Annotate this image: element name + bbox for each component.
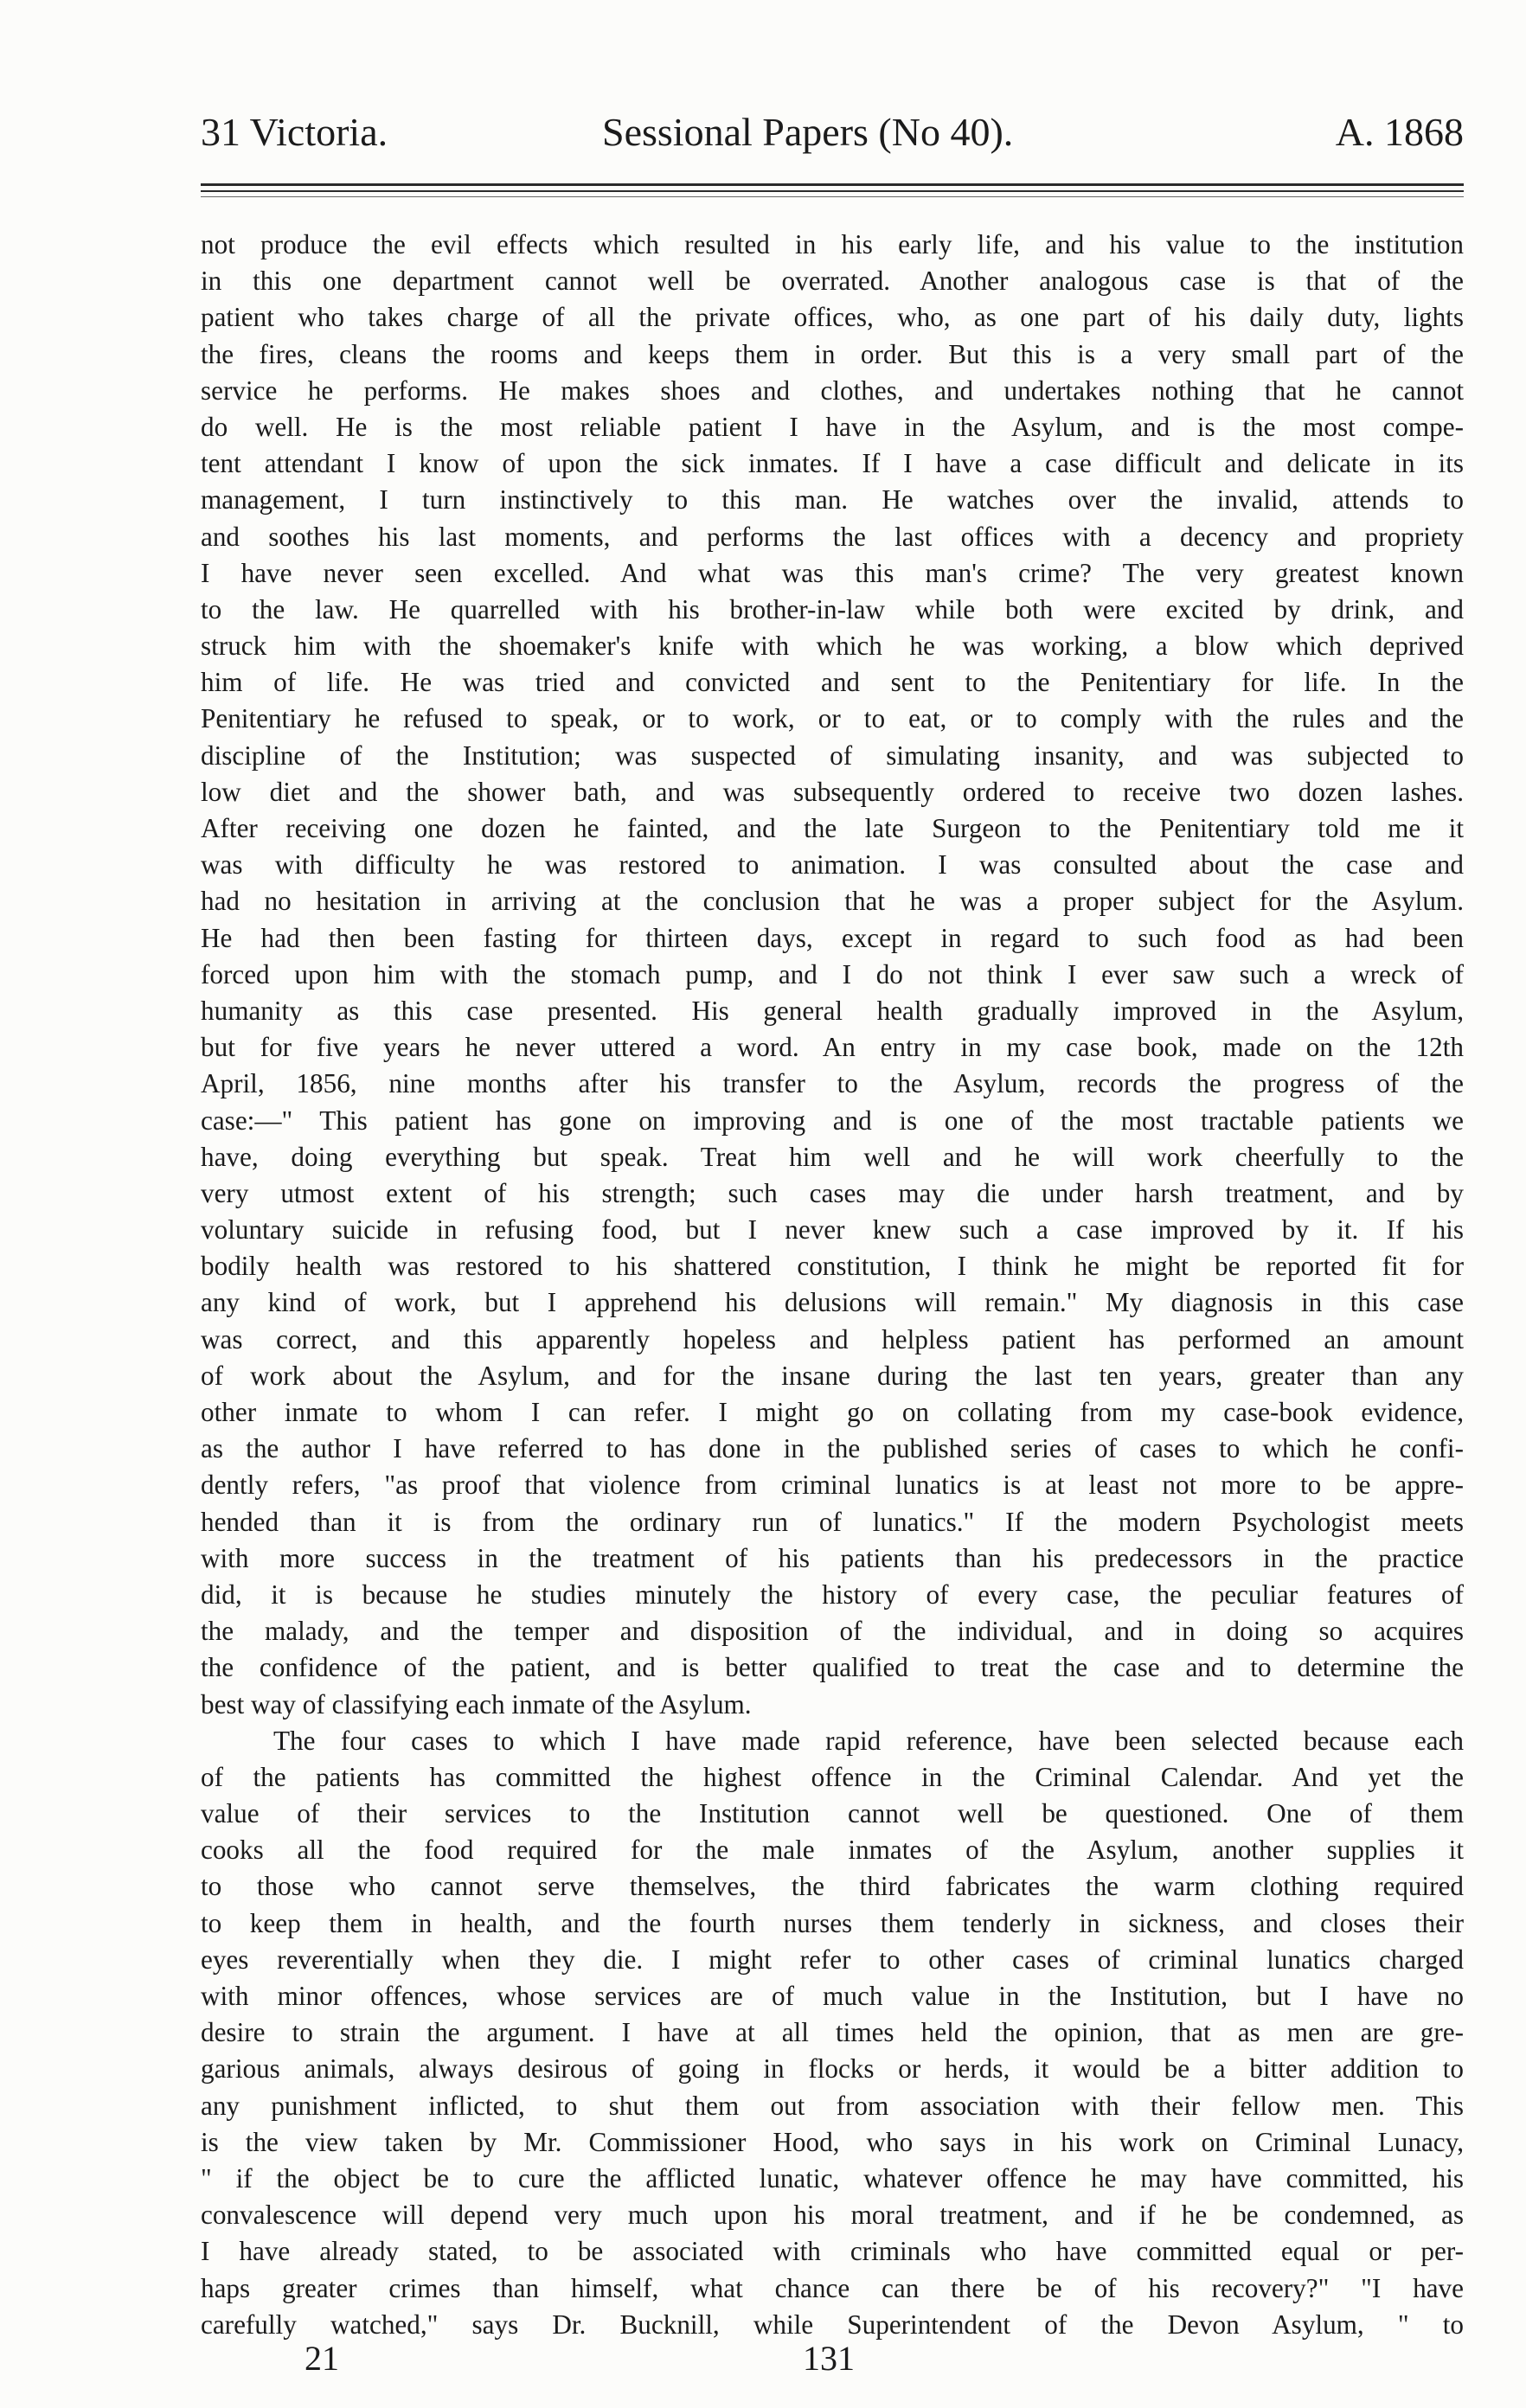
text-line: and soothes his last moments, and performs the last offices with a decency and propriety bbox=[201, 521, 1464, 552]
header-rule-middle bbox=[201, 190, 1464, 192]
text-line: to those who cannot serve themselves, the third fabricates the warm clothing required bbox=[201, 1871, 1464, 1902]
header-year: A. 1868 bbox=[1335, 110, 1464, 154]
running-header bbox=[201, 102, 1464, 163]
text-line: management, I turn instinctively to this man. He watches over the invalid, attends to bbox=[201, 484, 1464, 516]
text-line: best way of classifying each inmate of the Asylum. bbox=[201, 1688, 752, 1720]
text-line: in this one department cannot well be overrated. Another analogous case is that of the bbox=[201, 266, 1464, 297]
text-line: forced upon him with the stomach pump, and I do not think I ever saw such a wreck of bbox=[201, 958, 1464, 989]
text-line: with more success in the treatment of his patients than his predecessors in the practice bbox=[201, 1542, 1464, 1573]
text-line: to the law. He quarrelled with his brother-in-law while both were excited by drink, and bbox=[201, 593, 1464, 624]
page-footer bbox=[201, 2337, 1464, 2380]
text-line: patient who takes charge of all the private offices, who, as one part of his daily duty, lights bbox=[201, 302, 1464, 333]
text-line: do well. He is the most reliable patient I have in the Asylum, and is the most compe- bbox=[201, 411, 1464, 442]
text-line: dently refers, "as proof that violence from criminal lunatics is at least not more to be appre- bbox=[201, 1470, 1464, 1501]
header-rule-thin bbox=[201, 196, 1464, 197]
text-line: the fires, cleans the rooms and keeps them in order. But this is a very small part of the bbox=[201, 338, 1464, 369]
header-rule-thick bbox=[201, 183, 1464, 186]
text-line: any punishment inflicted, to shut them out from association with their fellow men. This bbox=[201, 2090, 1464, 2121]
text-line: The four cases to which I have made rapid reference, have been selected because each bbox=[273, 1725, 1464, 1756]
text-line: had no hesitation in arriving at the conclusion that he was a proper subject for the Asylum. bbox=[201, 886, 1464, 917]
text-line: of the patients has committed the highest offence in the Criminal Calendar. And yet the bbox=[201, 1761, 1464, 1792]
text-line: I have already stated, to be associated with criminals who have committed equal or per- bbox=[201, 2236, 1464, 2267]
text-line: but for five years he never uttered a word. An entry in my case book, made on the 12th bbox=[201, 1032, 1464, 1063]
text-line: him of life. He was tried and convicted and sent to the Penitentiary for life. In the bbox=[201, 667, 1464, 698]
header-series-title: Sessional Papers (No 40). bbox=[602, 110, 1014, 154]
text-line: humanity as this case presented. His general health gradually improved in the Asylum, bbox=[201, 995, 1464, 1026]
page-number: 131 bbox=[803, 2339, 855, 2378]
text-line: service he performs. He makes shoes and clothes, and undertakes nothing that he cannot bbox=[201, 375, 1464, 406]
signature-mark: 21 bbox=[305, 2339, 339, 2378]
text-line: cooks all the food required for the male inmates of the Asylum, another supplies it bbox=[201, 1835, 1464, 1866]
text-line: case:—" This patient has gone on improving and is one of the most tractable patients we bbox=[201, 1105, 1464, 1136]
text-line: bodily health was restored to his shattered constitution, I think he might be reported fit for bbox=[201, 1251, 1464, 1282]
text-line: eyes reverentially when they die. I might refer to other cases of criminal lunatics charged bbox=[201, 1944, 1464, 1975]
text-line: garious animals, always desirous of going in flocks or herds, it would be a bitter addition to bbox=[201, 2053, 1464, 2085]
text-line: to keep them in health, and the fourth nurses them tenderly in sickness, and closes their bbox=[201, 1907, 1464, 1938]
text-line: was correct, and this apparently hopeless and helpless patient has performed an amount bbox=[201, 1323, 1464, 1354]
text-line: He had then been fasting for thirteen days, except in regard to such food as had been bbox=[201, 922, 1464, 953]
text-line: I have never seen excelled. And what was this man's crime? The very greatest known bbox=[201, 557, 1464, 588]
text-line: any kind of work, but I apprehend his delusions will remain." My diagnosis in this case bbox=[201, 1287, 1464, 1318]
text-line: the malady, and the temper and disposition of the individual, and in doing so acquires bbox=[201, 1616, 1464, 1647]
text-line: " if the object be to cure the afflicted lunatic, whatever offence he may have committed, his bbox=[201, 2162, 1464, 2193]
text-line: as the author I have referred to has done in the published series of cases to which he confi- bbox=[201, 1433, 1464, 1464]
text-line: April, 1856, nine months after his transfer to the Asylum, records the progress of the bbox=[201, 1068, 1464, 1099]
text-line: was with difficulty he was restored to animation. I was consulted about the case and bbox=[201, 849, 1464, 881]
text-line: Penitentiary he refused to speak, or to work, or to eat, or to comply with the rules and the bbox=[201, 703, 1464, 734]
text-line: the confidence of the patient, and is better qualified to treat the case and to determine the bbox=[201, 1652, 1464, 1683]
text-line: convalescence will depend very much upon his moral treatment, and if he be condemned, as bbox=[201, 2200, 1464, 2231]
text-line: have, doing everything but speak. Treat him well and he will work cheerfully to the bbox=[201, 1141, 1464, 1172]
text-line: with minor offences, whose services are of much value in the Institution, but I have no bbox=[201, 1981, 1464, 2011]
text-line: haps greater crimes than himself, what chance can there be of his recovery?" "I have bbox=[201, 2272, 1464, 2303]
text-line: other inmate to whom I can refer. I might go on collating from my case-book evidence, bbox=[201, 1397, 1464, 1427]
text-line: of work about the Asylum, and for the insane during the last ten years, greater than any bbox=[201, 1360, 1464, 1391]
text-line: low diet and the shower bath, and was subsequently ordered to receive two dozen lashes. bbox=[201, 776, 1464, 807]
text-line: tent attendant I know of upon the sick inmates. If I have a case difficult and delicate in its bbox=[201, 448, 1464, 479]
text-line: After receiving one dozen he fainted, and the late Surgeon to the Penitentiary told me it bbox=[201, 813, 1464, 843]
text-line: carefully watched," says Dr. Bucknill, while Superintendent of the Devon Asylum, " to bbox=[201, 2309, 1464, 2340]
text-line: desire to strain the argument. I have at all times held the opinion, that as men are gre- bbox=[201, 2017, 1464, 2048]
text-line: did, it is because he studies minutely the history of every case, the peculiar features of bbox=[201, 1579, 1464, 1610]
text-line: not produce the evil effects which resulted in his early life, and his value to the institution bbox=[201, 229, 1464, 259]
header-regnal-year: 31 Victoria. bbox=[201, 110, 388, 154]
text-line: hended than it is from the ordinary run of lunatics." If the modern Psychologist meets bbox=[201, 1506, 1464, 1537]
text-line: discipline of the Institution; was suspected of simulating insanity, and was subjected to bbox=[201, 740, 1464, 771]
text-line: struck him with the shoemaker's knife with which he was working, a blow which deprived bbox=[201, 631, 1464, 662]
text-line: very utmost extent of his strength; such cases may die under harsh treatment, and by bbox=[201, 1177, 1464, 1208]
text-line: is the view taken by Mr. Commissioner Hood, who says in his work on Criminal Lunacy, bbox=[201, 2126, 1464, 2157]
text-line: voluntary suicide in refusing food, but I never knew such a case improved by it. If his bbox=[201, 1214, 1464, 1246]
body-text bbox=[201, 227, 1464, 2343]
text-line: value of their services to the Institution cannot well be questioned. One of them bbox=[201, 1798, 1464, 1829]
